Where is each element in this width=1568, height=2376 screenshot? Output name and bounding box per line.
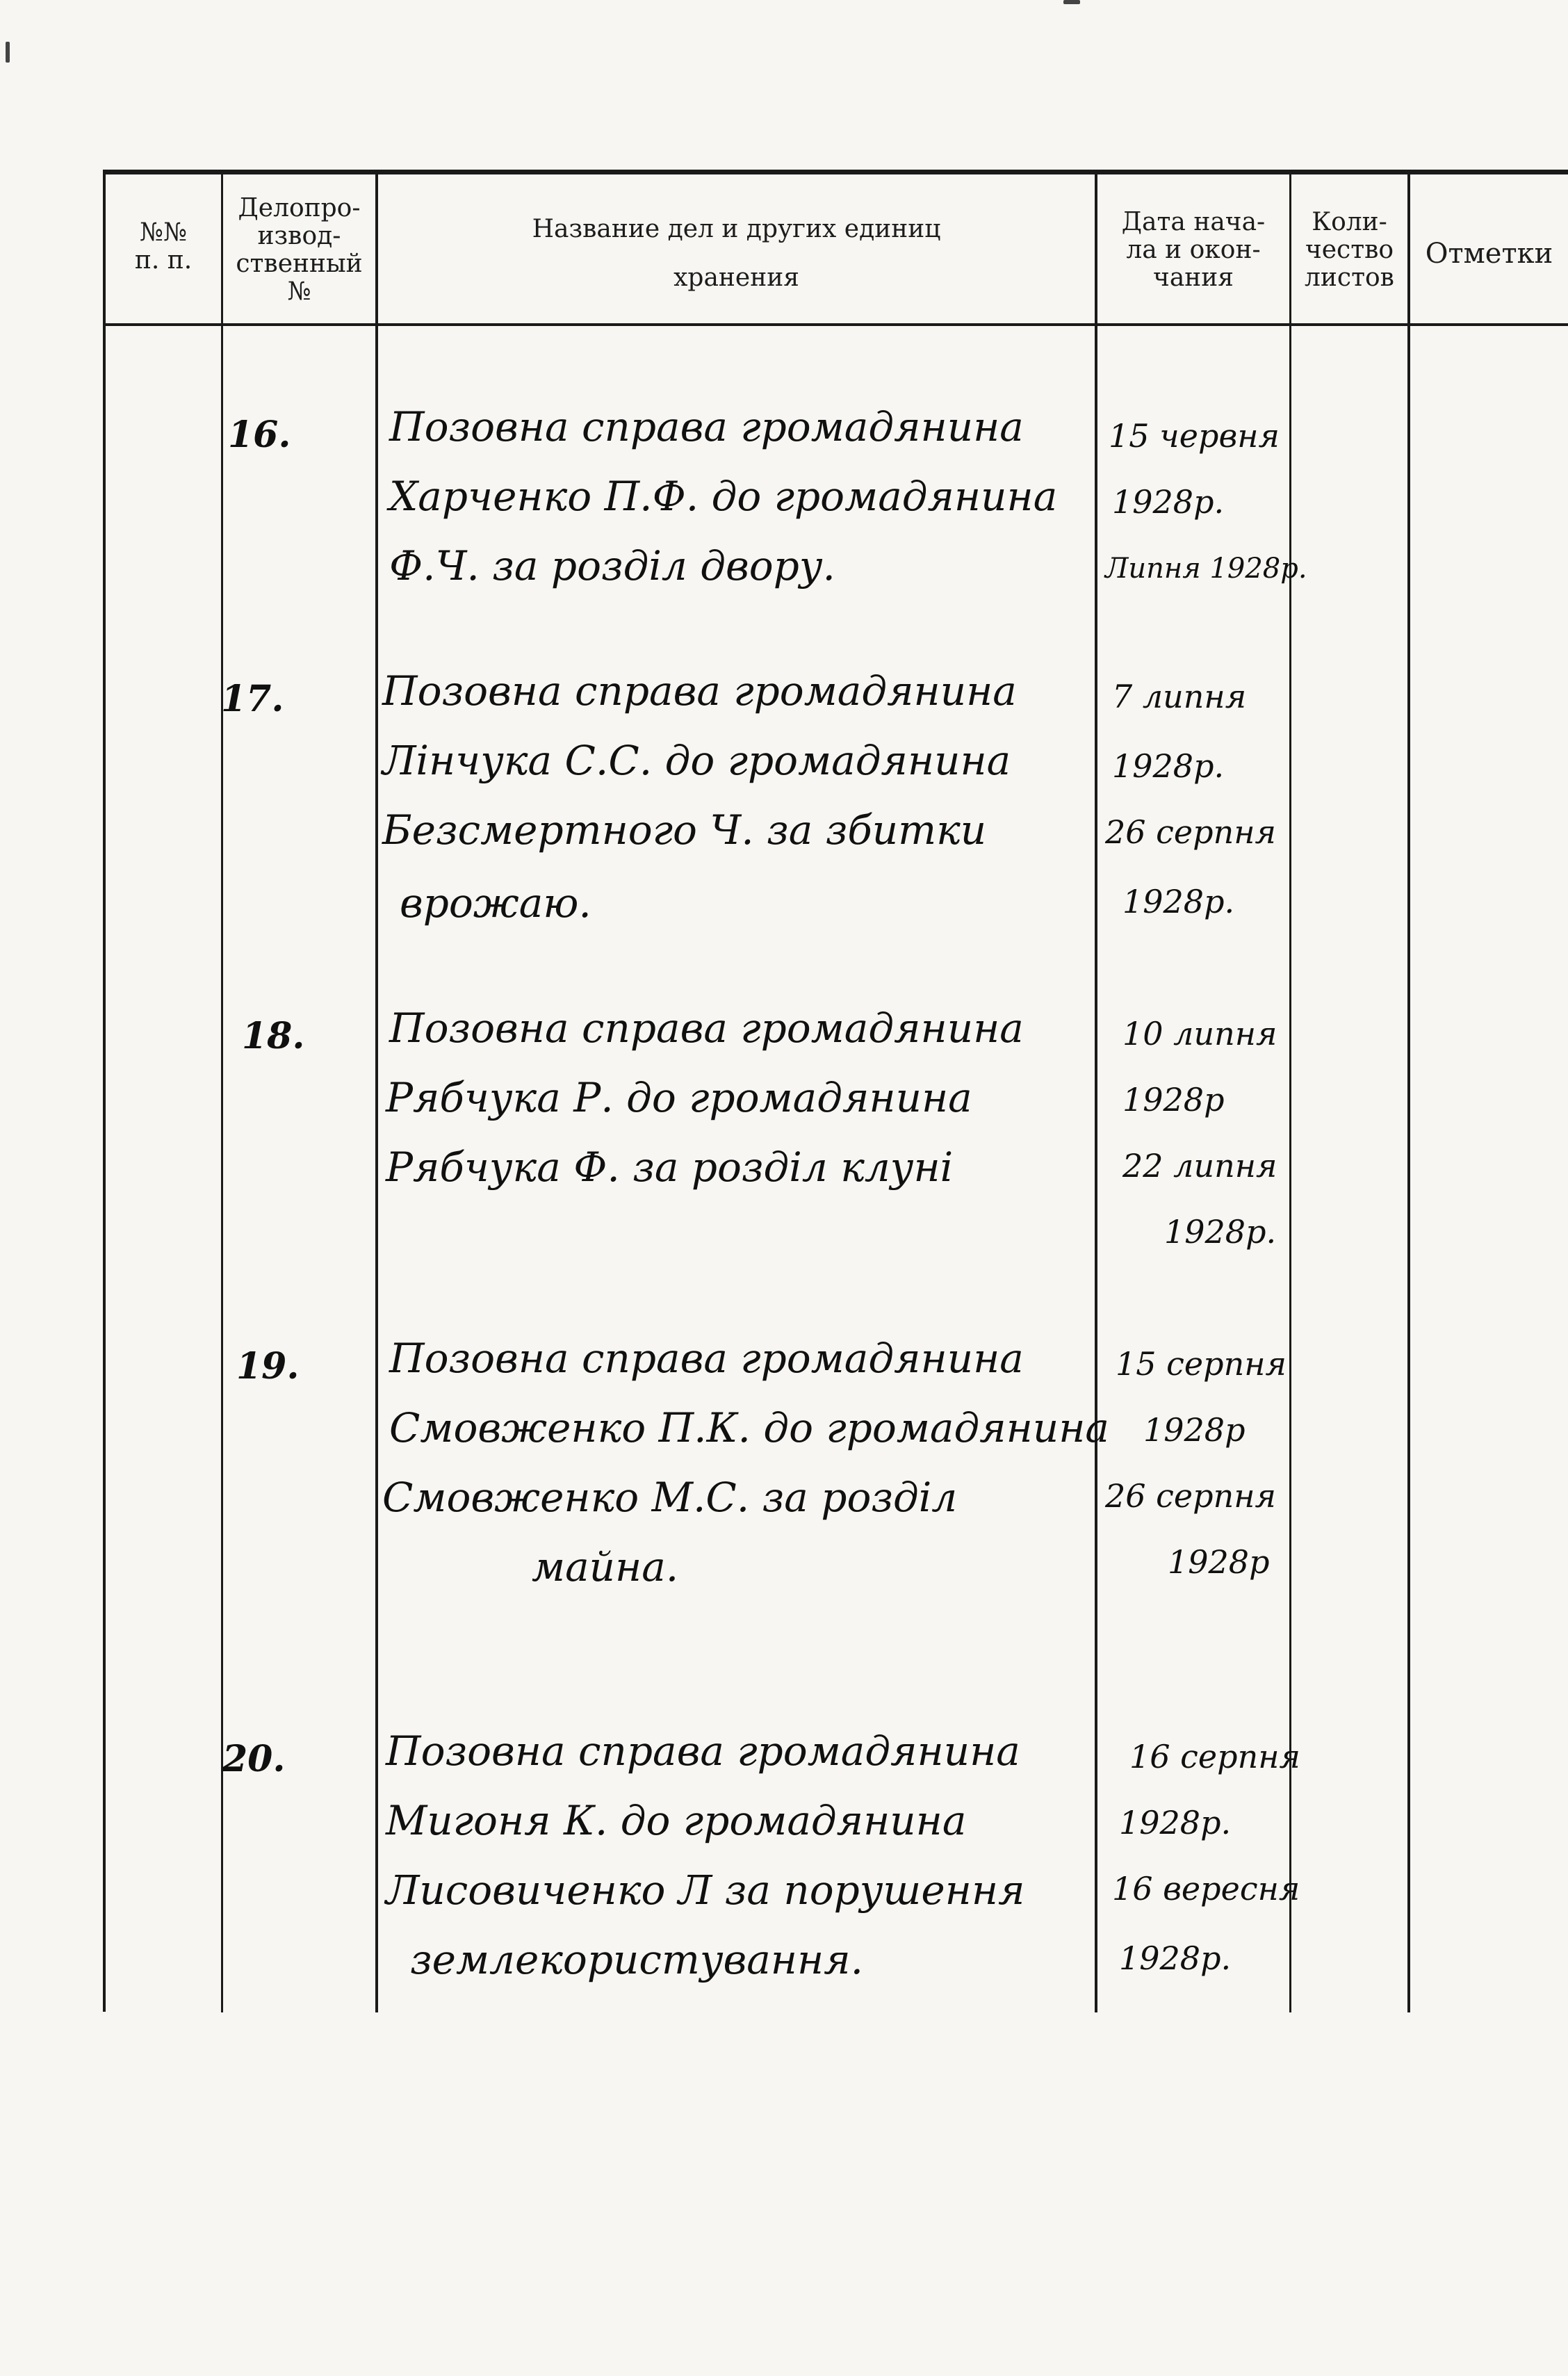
header-col-notes: Отметки (1425, 238, 1553, 270)
divider-num-office (221, 174, 223, 2012)
entry-date-line: Липня 1928р. (1105, 553, 1307, 585)
entry-title-line: Мигоня К. до громадянина (386, 1797, 967, 1844)
entry-title-line: врожаю. (400, 879, 591, 927)
entry-title-line: Рябчука Ф. за розділ клуні (386, 1144, 954, 1191)
entry-number: 17. (221, 678, 284, 720)
header-col-office-number: Делопро- извод- ственный № (236, 194, 363, 306)
entry-date-line: 1928р (1122, 1081, 1225, 1118)
divider-dates-sheets (1289, 174, 1291, 2012)
entry-date-line: 26 серпня (1105, 813, 1276, 851)
entry-number: 16. (228, 414, 291, 456)
entry-date-line: 1928р (1143, 1411, 1246, 1449)
header-col-sheets: Коли- чество листов (1305, 208, 1394, 292)
entry-title-line: Лисовиченко Л за порушення (386, 1866, 1025, 1914)
entry-date-line: 1928р (1168, 1543, 1270, 1581)
header-col-number: №№ п. п. (134, 218, 193, 275)
entry-date-line: 1928р. (1164, 1213, 1277, 1251)
entry-title-line: Безсмертного Ч. за збитки (382, 806, 987, 854)
entry-number: 18. (242, 1015, 305, 1057)
entry-title-line: Позовна справа громадянина (382, 667, 1017, 715)
entry-date-line: 1928р. (1122, 883, 1235, 920)
entry-title-line: Рябчука Р. до громадянина (386, 1074, 972, 1121)
entry-date-line: 22 липня (1122, 1147, 1277, 1185)
entry-date-line: 15 серпня (1116, 1345, 1287, 1383)
entry-title-line: Смовженко М.С. за розділ (382, 1474, 958, 1521)
entry-title-line: Позовна справа громадянина (386, 1727, 1020, 1775)
scan-speck (1063, 0, 1080, 4)
entry-title-line: майна. (532, 1543, 679, 1590)
entry-date-line: 10 липня (1122, 1015, 1277, 1052)
entry-date-line: 1928р. (1119, 1804, 1232, 1841)
entry-title-line: Ф.Ч. за розділ двору. (389, 542, 835, 589)
entry-title-line: Лінчука С.С. до громадянина (382, 737, 1011, 784)
entry-title-line: Позовна справа громадянина (389, 1335, 1024, 1382)
entry-date-line: 1928р. (1119, 1939, 1232, 1977)
header-col-dates: Дата нача- ла и окон- чания (1121, 208, 1266, 292)
table-top-rule (104, 170, 1568, 174)
entry-title-line: Смовженко П.К. до громадянина (389, 1404, 1110, 1451)
entry-number: 19. (236, 1345, 300, 1388)
divider-office-title (375, 174, 378, 2012)
entry-date-line: 7 липня (1112, 678, 1247, 715)
header-bottom-rule (104, 323, 1568, 326)
header-col-title: Название дел и других единиц хранения (532, 215, 941, 292)
entry-title-line: Позовна справа громадянина (389, 1004, 1024, 1052)
entry-number: 20. (222, 1738, 286, 1780)
entry-title-line: Позовна справа громадянина (389, 403, 1024, 450)
scan-speck (6, 42, 10, 63)
table-left-border (103, 170, 106, 2012)
entry-date-line: 1928р. (1112, 483, 1225, 521)
entry-date-line: 26 серпня (1105, 1477, 1276, 1515)
entry-date-line: 16 серпня (1129, 1738, 1300, 1775)
entry-title-line: землекористування. (410, 1936, 864, 1983)
divider-title-dates (1095, 174, 1097, 2012)
entry-title-line: Харченко П.Ф. до громадянина (389, 473, 1058, 520)
entry-date-line: 15 червня (1109, 417, 1280, 455)
entry-date-line: 1928р. (1112, 747, 1225, 785)
divider-sheets-notes (1407, 174, 1410, 2012)
entry-date-line: 16 вересня (1112, 1870, 1300, 1907)
